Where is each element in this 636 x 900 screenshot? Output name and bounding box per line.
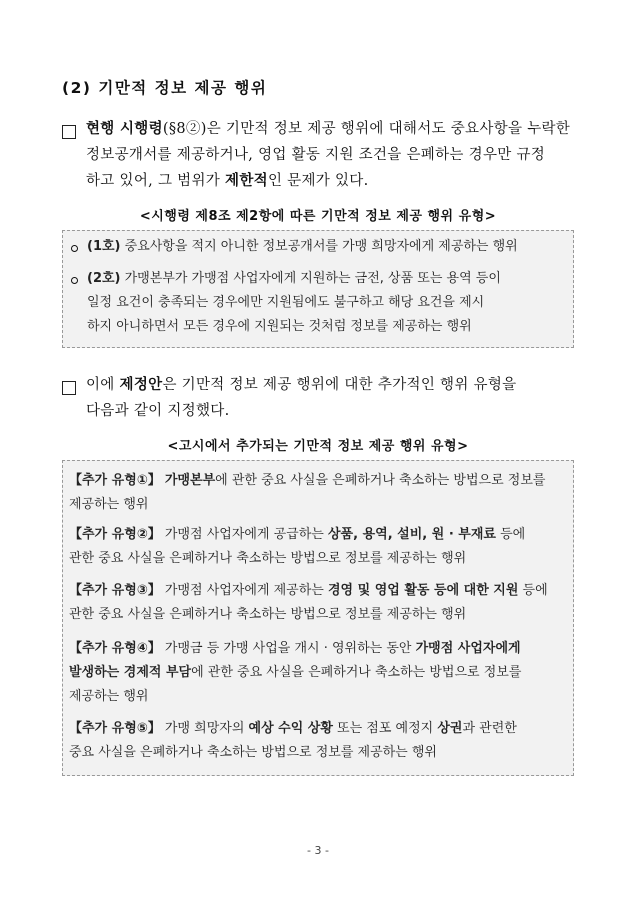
item-text: 등에: [518, 583, 548, 598]
bold-term: 가맹점 사업자에게: [415, 641, 521, 656]
added-types-box: [62, 460, 574, 776]
item-text: 또는 점포 예정지: [332, 721, 438, 736]
paragraph-text: 다음과 같이 지정했다.: [86, 403, 230, 419]
bold-term: 제한적: [225, 173, 268, 189]
item-label: 【추가 유형④】: [69, 641, 161, 656]
paragraph-text: 하고 있어, 그 범위가: [86, 173, 226, 189]
item-text: 중요 사실을 은폐하거나 축소하는 방법으로 정보를 제공하는 행위: [69, 745, 437, 760]
reference: (§8②): [162, 121, 207, 137]
paragraph-text: 정보공개서를 제공하거나, 영업 활동 지원 조건을 은폐하는 경우만 규정: [86, 147, 546, 163]
existing-types-box: [62, 230, 574, 348]
item-text: 가맹점 사업자에게 제공하는: [160, 583, 328, 598]
bold-term: 예상 수익 상황: [248, 721, 333, 736]
checkbox-marker-icon: [62, 381, 76, 395]
item-text: 가맹점 사업자에게 공급하는: [160, 527, 328, 542]
bold-term: 가맹본부: [164, 473, 216, 488]
caption-added-types: <고시에서 추가되는 기만적 정보 제공 행위 유형>: [167, 439, 469, 454]
item-label: 【추가 유형②】: [69, 527, 161, 542]
item-label: 【추가 유형③】: [69, 583, 161, 598]
page-number: - 3 -: [307, 844, 329, 857]
item-text: 가맹금 등 가맹 사업을 개시 · 영위하는 동안: [160, 641, 416, 656]
item-text: 과 관련한: [462, 721, 517, 736]
item-text: 관한 중요 사실을 은폐하거나 축소하는 방법으로 정보를 제공하는 행위: [69, 607, 467, 622]
item-text: 등에: [495, 527, 526, 542]
item-text: 중요사항을 적지 아니한 정보공개서를 가맹 희망자에게 제공하는 행위: [120, 239, 518, 254]
bold-term: 발생하는 경제적 부담: [69, 665, 192, 680]
bold-term: 상품, 용역, 설비, 원 · 부재료: [328, 527, 496, 542]
caption-existing-types: <시행령 제8조 제2항에 따른 기만적 정보 제공 행위 유형>: [139, 209, 497, 224]
checkbox-marker-icon: [62, 125, 76, 139]
bold-term: 상권: [437, 721, 463, 736]
list-item: [69, 469, 567, 517]
item-text: 제공하는 행위: [69, 497, 149, 512]
item-label: 【추가 유형①】: [69, 473, 161, 488]
paragraph-text: 은 기만적 정보 제공 행위에 대한 추가적인 행위 유형을: [162, 377, 517, 393]
bold-term: 경영 및 영업 활동 등에 대한 지원: [328, 583, 519, 598]
item-text: 가맹본부가 가맹점 사업자에게 지원하는 금전, 상품 또는 용역 등이: [120, 271, 501, 286]
list-item: [69, 717, 567, 765]
paragraph-current-decree: [86, 116, 586, 194]
item-text: 에 관한 중요 사실을 은폐하거나 축소하는 방법으로 정보를: [191, 665, 522, 680]
bullet-icon: [71, 277, 78, 284]
item-text: 관한 중요 사실을 은폐하거나 축소하는 방법으로 정보를 제공하는 행위: [69, 551, 467, 566]
paragraph-text: 인 문제가 있다.: [267, 173, 369, 189]
item-label: (1호): [87, 239, 121, 254]
item-text: 제공하는 행위: [69, 689, 149, 704]
paragraph-text: 은 기만적 정보 제공 행위에 대해서도 중요사항을 누락한: [206, 121, 571, 137]
item-text: 하지 아니하면서 모든 경우에 지원되는 것처럼 정보를 제공하는 행위: [87, 319, 472, 334]
item-text: 가맹 희망자의: [160, 721, 249, 736]
paragraph-proposal: [86, 372, 586, 424]
item-label: 【추가 유형⑤】: [69, 721, 161, 736]
bold-term: 현행 시행령: [86, 121, 163, 137]
section-heading: (2) 기만적 정보 제공 행위: [62, 79, 268, 97]
list-item: [69, 579, 567, 627]
item-text: 일정 요건이 충족되는 경우에만 지원됨에도 불구하고 해당 요건을 제시: [87, 295, 485, 310]
item-label: (2호): [87, 271, 121, 286]
list-item: [87, 235, 567, 259]
bullet-icon: [71, 245, 78, 252]
list-item: [69, 637, 567, 709]
list-item: [69, 523, 567, 571]
item-text: 에 관한 중요 사실을 은폐하거나 축소하는 방법으로 정보를: [215, 473, 546, 488]
bold-term: 제정안: [119, 377, 163, 393]
paragraph-text: 이에: [86, 377, 120, 393]
list-item: [87, 267, 567, 339]
